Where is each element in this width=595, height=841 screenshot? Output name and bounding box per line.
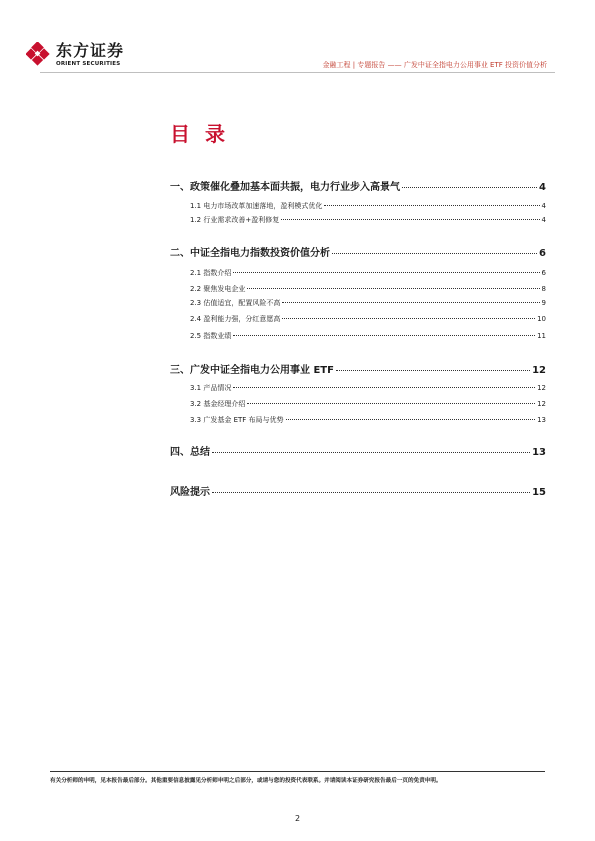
toc-entry[interactable] xyxy=(190,314,546,324)
toc-entry-label: 3.1 产品情况 xyxy=(190,384,232,392)
toc-entry[interactable] xyxy=(190,383,546,393)
toc-entry[interactable] xyxy=(170,483,546,498)
toc-entry-page: 11 xyxy=(537,332,546,340)
toc-entry-page: 9 xyxy=(541,299,546,307)
toc-entry-label: 1.2 行业需求改善+盈利修复 xyxy=(190,216,280,224)
footer-disclaimer: 有关分析师的申明，见本报告最后部分。其他重要信息披露见分析师申明之后部分，或请与您的投资代表联系。并请阅读本证券研究报告最后一页的免责申明。 xyxy=(50,778,442,784)
page-number: 2 xyxy=(294,814,301,823)
toc-entry-label: 2.4 盈利能力强，分红意愿高 xyxy=(190,315,281,323)
toc-entry-page: 8 xyxy=(541,285,546,293)
toc-dot-leader xyxy=(286,419,536,420)
toc-entry[interactable] xyxy=(190,215,546,225)
toc-entry[interactable] xyxy=(170,178,546,193)
toc-entry[interactable] xyxy=(190,331,546,341)
toc-dot-leader xyxy=(324,205,539,206)
orient-logo-icon xyxy=(26,42,50,66)
toc-entry-label: 三、广发中证全指电力公用事业 ETF xyxy=(170,365,334,376)
toc-entry[interactable] xyxy=(170,443,546,458)
toc-entry-label: 二、中证全指电力指数投资价值分析 xyxy=(170,248,330,259)
toc-dot-leader xyxy=(233,387,535,388)
toc-entry-label: 2.3 估值适宜，配置风险不高 xyxy=(190,299,281,307)
toc-entry-page: 13 xyxy=(537,416,546,424)
toc-dot-leader xyxy=(247,403,535,404)
toc-dot-leader xyxy=(281,219,539,220)
toc-dot-leader xyxy=(282,318,535,319)
toc-dot-leader xyxy=(247,288,539,289)
toc-entry[interactable] xyxy=(190,399,546,409)
toc-entry-label: 2.1 指数介绍 xyxy=(190,269,232,277)
toc-entry-page: 6 xyxy=(541,269,546,277)
toc-entry-label: 1.1 电力市场改革加速落地，盈利模式优化 xyxy=(190,202,323,210)
toc-entry-page: 10 xyxy=(537,315,546,323)
toc-entry-page: 6 xyxy=(539,248,546,259)
toc-entry[interactable] xyxy=(190,415,546,425)
page-header xyxy=(0,0,595,75)
toc-dot-leader xyxy=(402,187,537,188)
logo-chinese-name: 东方证券 xyxy=(56,41,125,60)
company-logo xyxy=(26,42,146,72)
logo-english-name: ORIENT SECURITIES xyxy=(56,61,121,67)
toc-entry-page: 4 xyxy=(541,216,546,224)
toc-entry-page: 4 xyxy=(539,182,546,193)
toc-dot-leader xyxy=(233,272,539,273)
toc-entry[interactable] xyxy=(170,361,546,376)
page-footer xyxy=(50,771,545,790)
header-divider xyxy=(40,72,555,73)
toc-entry-page: 13 xyxy=(532,447,546,458)
toc-entry-label: 2.5 指数业绩 xyxy=(190,332,232,340)
toc-title: 目 录 xyxy=(170,122,229,146)
toc-entry[interactable] xyxy=(170,244,546,259)
toc-entry-label: 2.2 聚焦发电企业 xyxy=(190,285,246,293)
toc-entry-page: 12 xyxy=(532,365,546,376)
toc-entry-label: 3.3 广发基金 ETF 布局与优势 xyxy=(190,416,284,424)
toc-entry[interactable] xyxy=(190,201,546,211)
toc-entry[interactable] xyxy=(190,284,546,294)
report-category-line: 金融工程 | 专题报告 —— 广发中证全指电力公用事业 ETF 投资价值分析 xyxy=(322,61,547,69)
toc-entry[interactable] xyxy=(190,268,546,278)
toc-entry-page: 15 xyxy=(532,487,546,498)
toc-entry-page: 4 xyxy=(541,202,546,210)
toc-dot-leader xyxy=(212,452,530,453)
toc-dot-leader xyxy=(332,253,537,254)
toc-dot-leader xyxy=(282,302,539,303)
toc-entry-label: 四、总结 xyxy=(170,447,210,458)
toc-dot-leader xyxy=(233,335,535,336)
toc-entry-label: 风险提示 xyxy=(170,487,210,498)
toc-dot-leader xyxy=(212,492,530,493)
toc-entry-label: 一、政策催化叠加基本面共振，电力行业步入高景气 xyxy=(170,182,400,193)
toc-entry[interactable] xyxy=(190,298,546,308)
toc-entry-label: 3.2 基金经理介绍 xyxy=(190,400,246,408)
toc-entry-page: 12 xyxy=(537,400,546,408)
toc-dot-leader xyxy=(336,370,530,371)
toc-entry-page: 12 xyxy=(537,384,546,392)
